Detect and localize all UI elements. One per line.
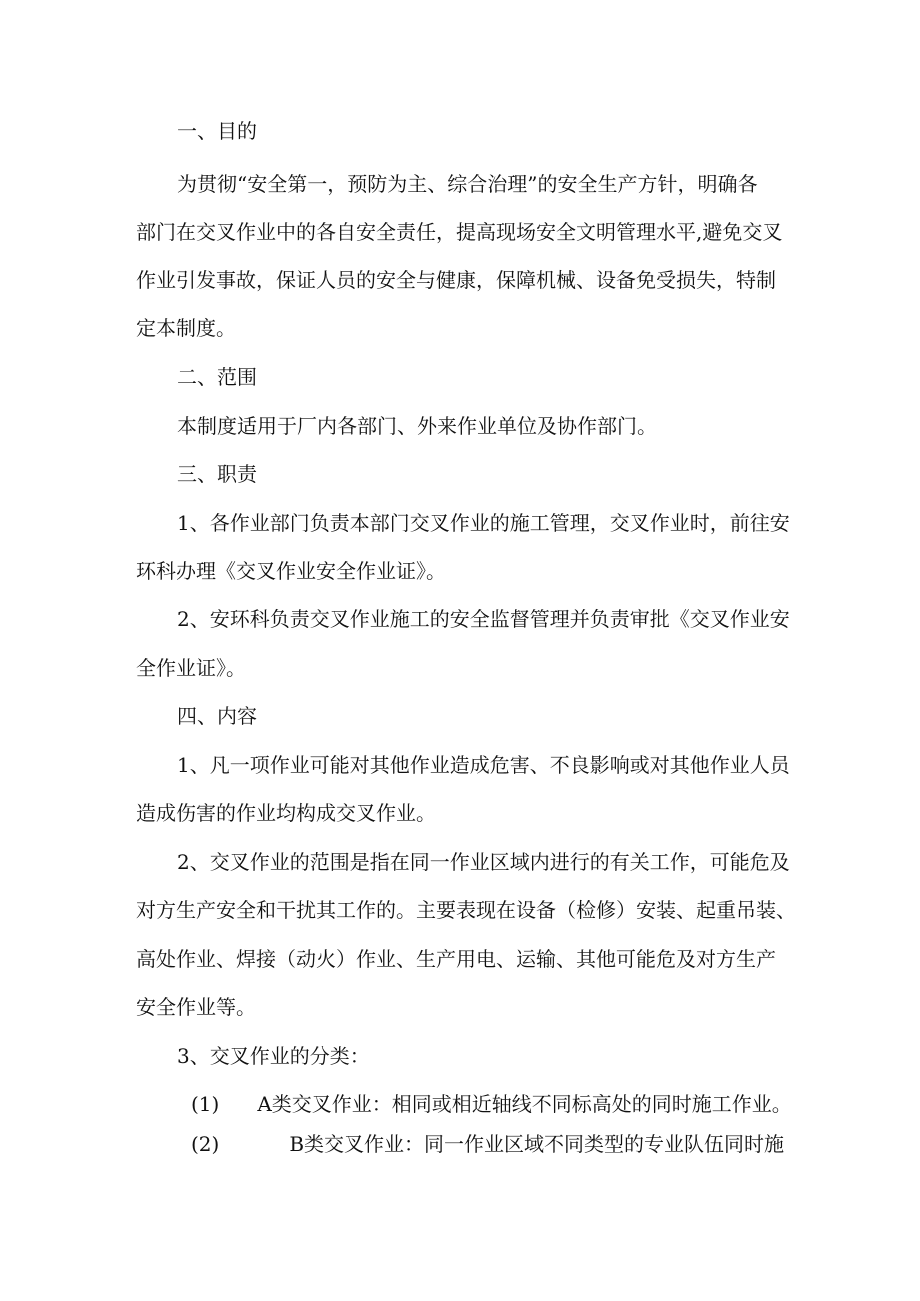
section-heading-content: 四、内容 — [177, 704, 257, 728]
paragraph-line: 定本制度。 — [136, 316, 236, 340]
list-item-line: 安全作业等。 — [136, 995, 256, 1019]
sub-item-text: B类交叉作业：同一作业区域不同类型的专业队伍同时施 — [289, 1132, 785, 1156]
paragraph-line: 本制度适用于厂内各部门、外来作业单位及协作部门。 — [177, 414, 657, 438]
paragraph-line: 为贯彻“安全第一，预防为主、综合治理”的安全生产方针，明确各 — [177, 172, 758, 196]
list-item-line: 造成伤害的作业均构成交叉作业。 — [136, 801, 436, 825]
list-item-line: 2、交叉作业的范围是指在同一作业区域内进行的有关工作，可能危及 — [177, 850, 790, 874]
list-item-line: 环科办理《交叉作业安全作业证》。 — [136, 559, 446, 583]
section-heading-scope: 二、范围 — [177, 365, 257, 389]
section-heading-responsibilities: 三、职责 — [177, 462, 257, 486]
list-item-line: 对方生产安全和干扰其工作的。主要表现在设备（检修）安装、起重吊装、 — [136, 898, 796, 922]
list-item-line: 高处作业、焊接（动火）作业、生产用电、运输、其他可能危及对方生产 — [136, 947, 776, 971]
sub-item-text: A类交叉作业：相同或相近轴线不同标高处的同时施工作业。 — [257, 1092, 792, 1116]
paragraph-line: 部门在交叉作业中的各自安全责任，提高现场安全文明管理水平,避免交叉 — [136, 220, 783, 244]
sub-item — [191, 1091, 792, 1117]
list-item-line: 2、安环科负责交叉作业施工的安全监督管理并负责审批《交叉作业安 — [177, 607, 790, 631]
sub-item — [191, 1131, 784, 1157]
list-item-line: 1、凡一项作业可能对其他作业造成危害、不良影响或对其他作业人员 — [177, 753, 790, 777]
sub-item-number: (2) — [191, 1132, 220, 1156]
list-item-line: 1、各作业部门负责本部门交叉作业的施工管理，交叉作业时，前往安 — [177, 511, 790, 535]
sub-item-number: (1) — [191, 1092, 220, 1116]
list-item-line: 3、交叉作业的分类： — [177, 1044, 370, 1068]
section-heading-purpose: 一、目的 — [177, 119, 257, 143]
paragraph-line: 作业引发事故，保证人员的安全与健康，保障机械、设备免受损失，特制 — [136, 268, 776, 292]
list-item-line: 全作业证》。 — [136, 656, 246, 680]
